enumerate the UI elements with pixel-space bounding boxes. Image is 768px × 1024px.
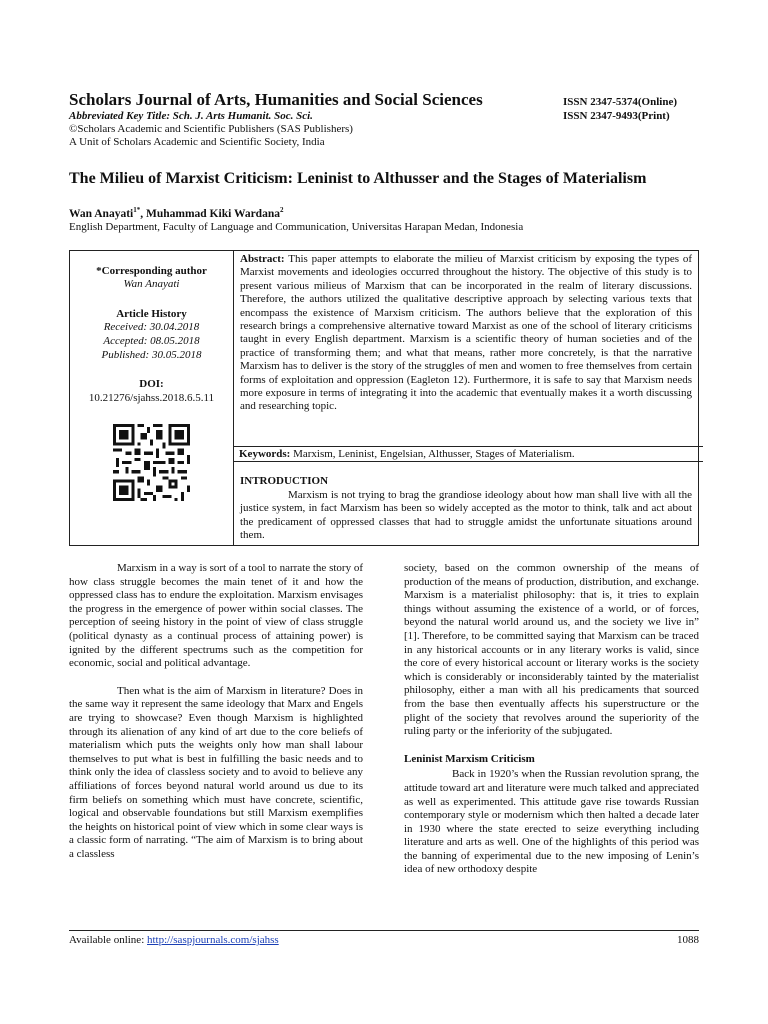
body-column-left xyxy=(69,562,363,861)
published-date: Published: 30.05.2018 xyxy=(101,349,202,361)
accepted-date: Accepted: 08.05.2018 xyxy=(103,335,200,347)
footer-availability xyxy=(69,934,279,946)
issn-print: ISSN 2347-9493(Print) xyxy=(563,110,670,122)
body-paragraph: Then what is the aim of Marxism in literature? Does in the same way it represent the same ideology that Marx and Engels are trying to showcase? Even though Marxism is highlighted through its alienation of any kind of art due to the core beliefs of materialism which puts the weights only how man shall labour themselves to put what is best in fulfilling the basic needs and to think only the idea of classless society and to avoid to believe any affiliations of forces beyond natural world around us due to its firm beliefs on something which must have concrete, scientific, logical and observable foundations but still Marxism exemplifies the heights on historical point of view which in some clear ways is a classic form of narrating. “The aim of Marxism is to bring about a classless xyxy=(69,684,363,860)
body-paragraph: society, based on the common ownership of the means of production of the means of production, distribution, and exchange. Marxism is a materialist philosophy: that is, it tries to explain things without assuming the existence of a world, or of forces, beyond the natural world around us, and the society we live in” [1]. Therefore, to be committed saying that Marxism can be traced in any historical accounts or in any literary works is valid, since the core of every historical account or literary works is the society which is considerably or inconsiderably tainted by the materialist philosophy, either a man with all his predicaments that sourced from the base then eventually affects his superstructure or the plight of the society that revolves around the superiority of the ruling party or the inferiority of the subjugated. xyxy=(404,562,699,738)
author-name: Muhammad Kiki Wardana xyxy=(145,207,280,220)
section-heading: Leninist Marxism Criticism xyxy=(404,752,535,765)
body-paragraph: Marxism in a way is sort of a tool to narrate the story of how class struggle becomes the main tenet of it and how the oppressed class has to endure the exploitation. Marxism envisages the progress in the emergence of power within social classes. The perception of seeing history in the point of view of class struggle (political dynasty as a continual process of attaining power) is ignited by the different spectrums such as the competition for economic, social and political advantage. xyxy=(69,562,363,670)
unit-line: A Unit of Scholars Academic and Scientific Society, India xyxy=(69,136,325,148)
introduction-heading: INTRODUCTION xyxy=(240,475,329,487)
abstract-text: This paper attempts to elaborate the milieu of Marxist criticism by exposing the types of Marxist movements and ideologies occurred throughout the history. The objective of this study is to present various milieus of Marxism that can be incorporated in the realm of literary discussions. Therefore, the authors utilized the qualitative descriptive approach by selecting various texts that encompass the existence of Marxism criticism. The authors believe that the exploration of this research brings a comprehensive alternative toward Marxist as one of the school of literary criticisms taught in every English department. Marxism is a scientific theory of human societies and of the practice of transforming them; and what that means, rather more concretely, is that the narrative Marxism has to deliver is the story of the struggles of men and women to free themselves from certain forms of exploitation and oppression (Eagleton 12). Furthermore, it is safe to say that Marxism needs more exposure in terms of integrating it into the academic that eventually makes it a worth discussing and researching topic. xyxy=(240,253,692,413)
page-footer xyxy=(69,930,699,946)
abstract-label: Abstract: xyxy=(240,253,285,265)
journal-title: Scholars Journal of Arts, Humanities and Social Sciences xyxy=(69,90,483,109)
doi-label: DOI: xyxy=(139,378,164,390)
paper-title: The Milieu of Marxist Criticism: Leninist to Althusser and the Stages of Materialism xyxy=(69,170,647,187)
article-info-sidebar xyxy=(70,251,234,545)
author-name: Wan Anayati xyxy=(69,207,134,220)
introduction-paragraph: Marxism is not trying to brag the grandiose ideology about how man shall live with all the justice system, in fact Marxism has been so widely accepted as the motor to think, talk and act about the predicament of oppressed classes that had to struggle amidst the unfortunate situations around them. xyxy=(240,489,692,541)
author-affiliation-mark: 2 xyxy=(279,206,284,214)
page-number: 1088 xyxy=(677,934,699,946)
body-paragraph: Back in 1920’s when the Russian revolution sprang, the attitude toward art and literature were much talked and appreciated as well as experimented. This attitude gave rise towards Russian contemporary style or modernism which then halted a decade later in 1930 where the state erected to seize everything including literature and arts as well. One of the highlights of this period was the banning of experimental due to the new imposing of Lenin’s idea of new orthodoxy despite xyxy=(404,768,699,876)
keywords-label: Keywords: xyxy=(239,448,291,460)
abstract-box xyxy=(69,250,699,546)
author-list xyxy=(69,206,283,220)
abbreviated-key-title: Abbreviated Key Title: Sch. J. Arts Humanit. Soc. Sci. xyxy=(69,110,313,122)
abstract-text-block xyxy=(240,253,692,414)
introduction-section xyxy=(240,475,692,542)
affiliation: English Department, Faculty of Language and Communication, Universitas Harapan Medan, Indonesia xyxy=(69,221,524,233)
author-separator: , xyxy=(140,207,146,220)
qr-code-icon[interactable] xyxy=(113,424,190,501)
doi-value: 10.21276/sjahss.2018.6.5.11 xyxy=(88,392,215,404)
corresponding-author-label: *Corresponding author xyxy=(96,265,207,277)
body-column-right xyxy=(404,562,699,877)
available-label: Available online: xyxy=(69,934,147,946)
journal-url-link[interactable]: http://saspjournals.com/sjahss xyxy=(147,934,279,946)
issn-online: ISSN 2347-5374(Online) xyxy=(563,96,677,108)
author-affiliation-mark: 1* xyxy=(133,206,141,214)
journal-header xyxy=(69,90,699,149)
article-history-label: Article History xyxy=(116,308,187,320)
keywords-line xyxy=(234,446,703,462)
corresponding-author-name: Wan Anayati xyxy=(123,278,180,290)
publisher-line: ©Scholars Academic and Scientific Publishers (SAS Publishers) xyxy=(69,123,353,135)
received-date: Received: 30.04.2018 xyxy=(103,321,200,333)
keywords-text: Marxism, Leninist, Engelsian, Althusser, Stages of Materialism. xyxy=(290,448,575,460)
